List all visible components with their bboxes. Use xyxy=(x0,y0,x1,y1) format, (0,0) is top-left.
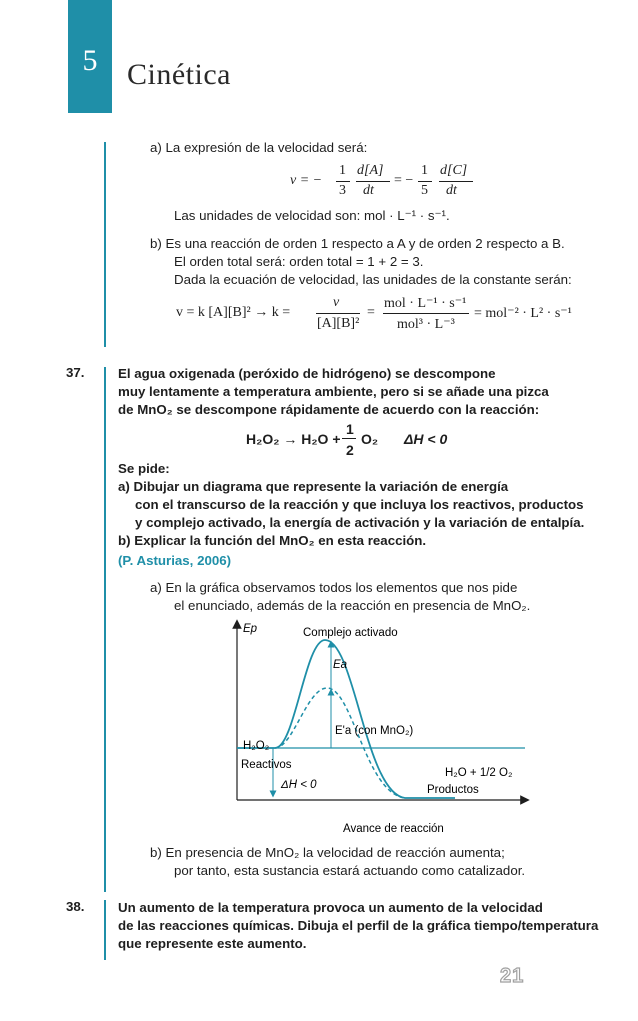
eq-numerator: v xyxy=(333,295,340,310)
reaction-o2: O₂ xyxy=(361,431,379,447)
reaction-num: 1 xyxy=(346,421,354,437)
fraction-bar xyxy=(342,438,356,439)
eq-dt: dt xyxy=(446,183,457,198)
page-number: 21 xyxy=(500,965,525,987)
eq-equals: = − xyxy=(394,173,414,188)
fraction-bar xyxy=(336,181,350,182)
eq-one: 1 xyxy=(421,163,428,178)
answer-b-line: por tanto, esta sustancia estará actuando como catalizador. xyxy=(174,863,526,878)
problem-number: 37. xyxy=(66,365,85,380)
product-formula: H₂O + 1/2 O₂ xyxy=(445,767,513,779)
answer-a-line: a) En la gráfica observamos todos los elementos que nos pide xyxy=(150,580,518,595)
problem-line: de MnO₂ se descompone rápidamente de acuerdo con la reacción: xyxy=(118,402,540,417)
margin-rule xyxy=(104,900,106,960)
units-text: Las unidades de velocidad son: mol · L⁻¹ · s⁻¹. xyxy=(174,208,450,223)
eq-dA: d[A] xyxy=(357,163,384,178)
ea-cat-label: E'a (con MnO₂) xyxy=(335,725,414,737)
problem-number: 38. xyxy=(66,899,85,914)
eq-five: 5 xyxy=(421,183,428,198)
delta-h-label: ΔH < 0 xyxy=(281,779,317,791)
x-axis-label: Avance de reacción xyxy=(343,823,444,835)
eq-equals: = xyxy=(367,305,375,320)
reactant-formula: H₂O₂ xyxy=(243,740,270,752)
answer-b-line2: El orden total será: orden total = 1 + 2 = 3. xyxy=(174,254,424,269)
eq-denominator: mol³ · L⁻³ xyxy=(397,317,455,332)
source-reference: (P. Asturias, 2006) xyxy=(118,553,232,568)
fraction-bar xyxy=(383,313,469,314)
fraction-bar xyxy=(356,181,390,182)
answer-b-line1: b) Es una reacción de orden 1 respecto a A y de orden 2 respecto a B. xyxy=(150,236,565,251)
question-a: y complejo activado, la energía de activación y la variación de entalpía. xyxy=(135,515,585,530)
answer-a-intro: a) La expresión de la velocidad será: xyxy=(150,140,368,155)
product-label: Productos xyxy=(427,784,479,796)
y-axis-label: Ep xyxy=(243,623,258,635)
answer-b-line3: Dada la ecuación de velocidad, las unidades de la constante serán: xyxy=(174,272,572,287)
reaction-equation: H₂O₂ → H₂O + xyxy=(246,431,341,447)
problem-line: que represente este aumento. xyxy=(118,936,307,951)
problem-line: muy lentamente a temperatura ambiente, pero si se añade una pizca xyxy=(118,384,549,399)
problem-line: El agua oxigenada (peróxido de hidrógeno) se descompone xyxy=(118,366,496,381)
ea-label: Ea xyxy=(333,659,348,671)
question-a: con el transcurso de la reacción y que incluya los reactivos, productos xyxy=(135,497,584,512)
eq-dC: d[C] xyxy=(440,163,468,178)
problem-line: de las reacciones químicas. Dibuja el perfil de la gráfica tiempo/temperatura xyxy=(118,918,599,933)
fraction-bar xyxy=(418,181,432,182)
eq-three: 3 xyxy=(339,183,346,198)
fraction-bar xyxy=(439,181,473,182)
answer-b-line: b) En presencia de MnO₂ la velocidad de reacción aumenta; xyxy=(150,845,505,860)
fraction-bar xyxy=(316,313,360,314)
problem-line: Un aumento de la temperatura provoca un aumento de la velocidad xyxy=(118,900,543,915)
margin-rule xyxy=(104,367,106,892)
eq-result: = mol⁻² · L² · s⁻¹ xyxy=(474,306,572,321)
eq-dt: dt xyxy=(363,183,374,198)
question-a: a) Dibujar un diagrama que represente la variación de energía xyxy=(118,479,509,494)
question-b: b) Explicar la función del MnO₂ en esta reacción. xyxy=(118,533,427,548)
eq-rate-law: v = k [A][B]² → k = xyxy=(176,305,291,320)
eq-denominator: [A][B]² xyxy=(317,316,360,331)
eq-numerator: mol · L⁻¹ · s⁻¹ xyxy=(384,296,467,311)
eq-one: 1 xyxy=(339,163,346,178)
energy-diagram xyxy=(225,618,545,838)
answer-a-line: el enunciado, además de la reacción en presencia de MnO₂. xyxy=(174,598,531,613)
eq-v: v = − xyxy=(290,173,323,188)
se-pide: Se pide: xyxy=(118,461,170,476)
reactant-label: Reactivos xyxy=(241,759,292,771)
margin-rule xyxy=(104,142,106,347)
reaction-enthalpy: ΔH < 0 xyxy=(404,431,448,447)
chapter-title: Cinética xyxy=(127,58,231,91)
chapter-number: 5 xyxy=(82,44,98,77)
reaction-den: 2 xyxy=(346,442,354,458)
complex-label: Complejo activado xyxy=(303,627,398,639)
